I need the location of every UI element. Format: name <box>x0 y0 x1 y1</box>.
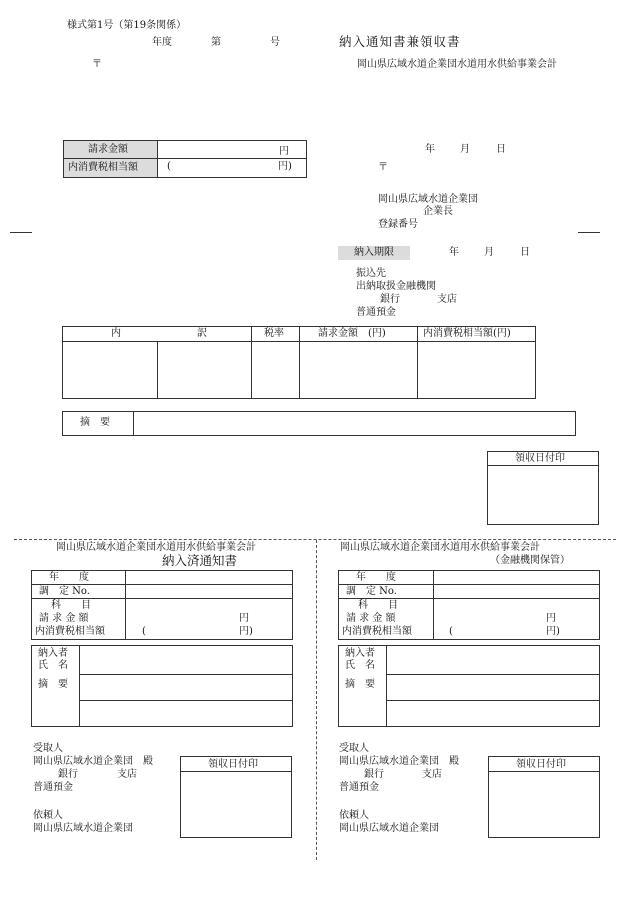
postal-mark: 〒 <box>92 59 102 70</box>
registration-number-label: 登録番号 <box>378 219 418 230</box>
tax-amount-label: 内消費税相当額 <box>68 162 138 173</box>
col-header-amount: 請求金額 (円) <box>318 328 386 339</box>
left-slip-info-table <box>31 570 293 640</box>
left-row-kamoku: 科 目 <box>51 600 91 611</box>
memo-label: 摘 要 <box>80 417 110 428</box>
col-header-tax-rate: 税率 <box>264 328 284 339</box>
transfer-institution: 出納取扱金融機関 <box>356 281 436 292</box>
left-stamp-label: 領収日付印 <box>208 759 258 770</box>
issue-year: 年 <box>425 144 435 155</box>
left-slip-account: 岡山県広域水道企業団水道用水供給事業会計 <box>56 542 256 553</box>
left-payer-label-1: 納入者 <box>38 648 68 659</box>
horizontal-perforation <box>14 539 616 540</box>
account-name: 岡山県広域水道企業団水道用水供給事業会計 <box>357 59 557 70</box>
due-date-label: 納入期限 <box>338 246 410 260</box>
vertical-perforation <box>316 540 317 860</box>
left-row-amount: 請 求 金 額 <box>39 613 89 624</box>
left-receiver-account-type: 普通預金 <box>33 782 73 793</box>
right-payer-table <box>338 645 600 727</box>
due-day: 日 <box>520 247 530 258</box>
right-receiver-branch: 支店 <box>422 769 442 780</box>
tax-paren-open: ( <box>167 161 171 172</box>
tax-yen-close: 円) <box>278 161 292 172</box>
right-row-tax: 内消費税相当額 <box>342 626 412 637</box>
right-memo-label: 摘 要 <box>345 679 375 690</box>
right-receiver-account-type: 普通預金 <box>339 782 379 793</box>
number-prefix: 第 <box>211 37 221 48</box>
right-slip-info-table <box>338 570 600 640</box>
right-slip-account: 岡山県広域水道企業団水道用水供給事業会計 <box>340 542 540 553</box>
right-amount-yen: 円 <box>546 613 556 624</box>
document-title: 納入通知書兼領収書 <box>339 34 461 49</box>
fold-mark-right <box>578 232 600 233</box>
col-header-tax: 内消費税相当額(円) <box>423 328 511 339</box>
right-row-chotei: 調 定 No. <box>346 586 397 597</box>
right-tax-paren-open: ( <box>449 626 453 637</box>
left-memo-label: 摘 要 <box>38 679 68 690</box>
left-receiver-branch: 支店 <box>117 769 137 780</box>
issue-day: 日 <box>496 144 506 155</box>
right-stamp-box <box>488 756 600 838</box>
left-requester-org: 岡山県広域水道企業団 <box>33 823 133 834</box>
left-requester-label: 依頼人 <box>33 810 63 821</box>
right-receiver-bank: 銀行 <box>364 769 384 780</box>
left-tax-yen-close: 円) <box>239 626 253 637</box>
right-stamp-label: 領収日付印 <box>516 759 566 770</box>
left-payer-label-2: 氏 名 <box>38 660 68 671</box>
transfer-bank: 銀行 <box>380 294 400 305</box>
right-row-kamoku: 科 目 <box>358 600 398 611</box>
col-header-uchi: 内 <box>111 328 121 339</box>
right-slip-subtitle: （金融機関保管） <box>490 555 570 566</box>
right-tax-yen-close: 円) <box>546 626 560 637</box>
col-header-wake: 訳 <box>197 328 207 339</box>
right-receiver-label: 受取人 <box>339 743 369 754</box>
billed-amount-label: 請求金額 <box>88 144 128 155</box>
issue-month: 月 <box>460 144 470 155</box>
left-row-chotei: 調 定 No. <box>39 586 90 597</box>
right-requester-org: 岡山県広域水道企業団 <box>339 823 439 834</box>
left-receiver-org: 岡山県広域水道企業団 殿 <box>33 756 153 767</box>
due-month: 月 <box>484 247 494 258</box>
left-amount-yen: 円 <box>239 613 249 624</box>
receipt-stamp-label: 領収日付印 <box>515 453 565 464</box>
left-payer-table <box>31 645 293 727</box>
number-suffix: 号 <box>270 37 280 48</box>
left-row-year: 年 度 <box>49 572 89 583</box>
issuer-org: 岡山県広域水道企業団 <box>378 194 478 205</box>
left-tax-paren-open: ( <box>142 626 146 637</box>
form-number: 様式第1号（第19条関係） <box>67 20 187 31</box>
left-stamp-box <box>180 756 292 838</box>
right-payer-label-2: 氏 名 <box>345 660 375 671</box>
issuer-postal-mark: 〒 <box>378 162 388 173</box>
transfer-label: 振込先 <box>356 268 386 279</box>
left-slip-title: 納入済通知書 <box>162 553 238 568</box>
issuer-title: 企業長 <box>423 206 453 217</box>
amount-box <box>63 140 307 178</box>
right-row-amount: 請 求 金 額 <box>346 613 396 624</box>
fold-mark-left <box>10 232 32 233</box>
left-row-tax: 内消費税相当額 <box>35 626 105 637</box>
right-row-year: 年 度 <box>356 572 396 583</box>
receipt-stamp-box <box>487 451 599 525</box>
breakdown-table <box>62 326 536 399</box>
transfer-account-type: 普通預金 <box>356 307 396 318</box>
left-receiver-bank: 銀行 <box>58 769 78 780</box>
transfer-branch: 支店 <box>437 294 457 305</box>
year-label: 年度 <box>152 37 172 48</box>
billed-yen: 円 <box>279 146 289 157</box>
due-year: 年 <box>449 247 459 258</box>
right-receiver-org: 岡山県広域水道企業団 殿 <box>339 756 459 767</box>
memo-row <box>62 411 576 436</box>
left-receiver-label: 受取人 <box>33 743 63 754</box>
right-payer-label-1: 納入者 <box>345 648 375 659</box>
right-requester-label: 依頼人 <box>339 810 369 821</box>
